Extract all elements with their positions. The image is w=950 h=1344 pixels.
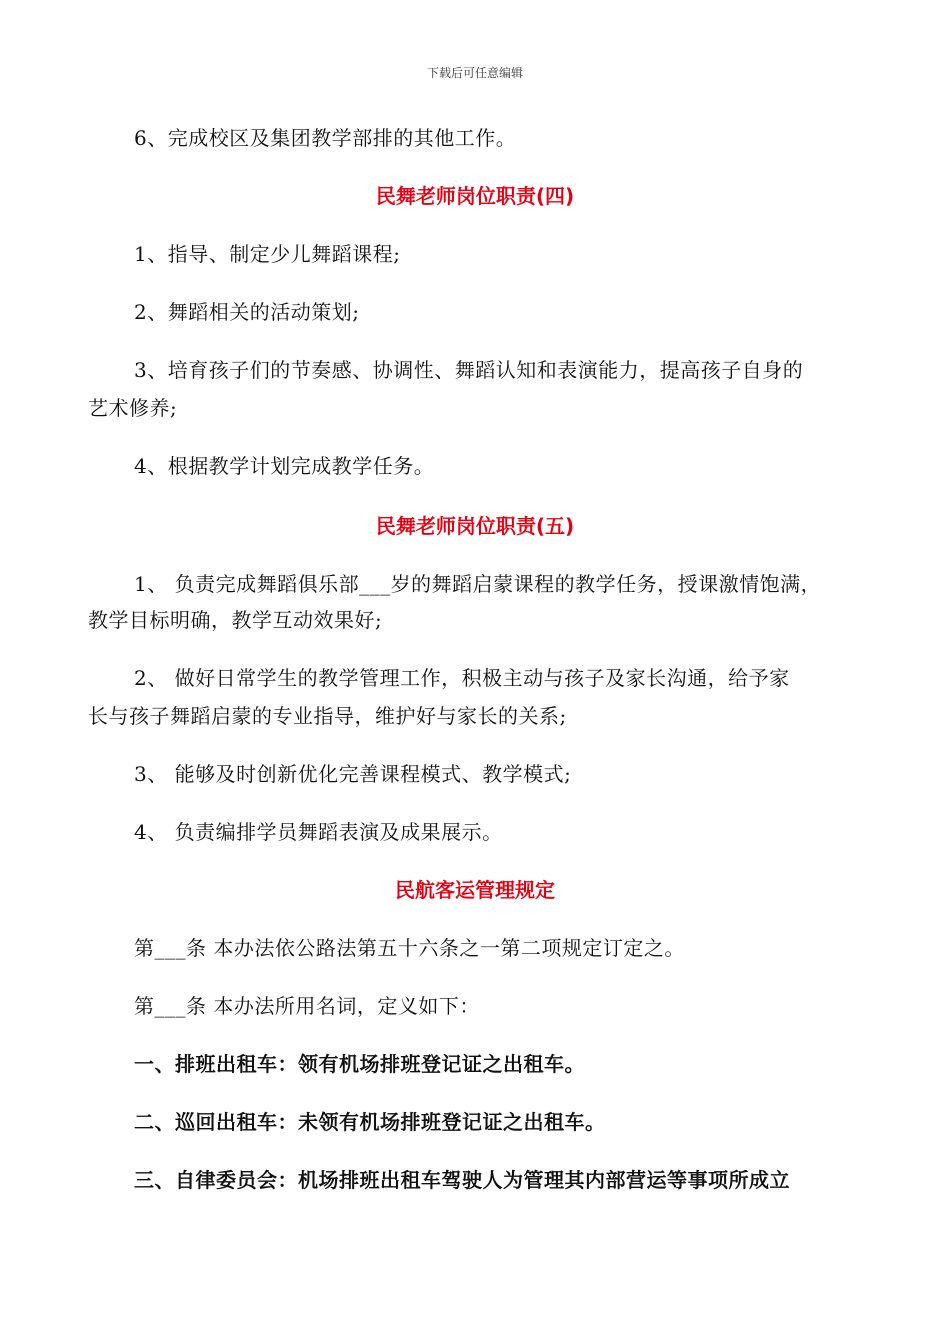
paragraph-item-1: 1、指导、制定少儿舞蹈课程; — [134, 242, 401, 266]
paragraph-item-3-line1: 3、培育孩子们的节奏感、协调性、舞蹈认知和表演能力，提高孩子自身的 — [134, 358, 804, 382]
paragraph-duty-2-line2: 长与孩子舞蹈启蒙的专业指导，维护好与家长的关系; — [88, 704, 567, 728]
page-header-note: 下载后可任意编辑 — [426, 66, 523, 80]
definition-2: 二、巡回出租车：未领有机场排班登记证之出租车。 — [134, 1110, 606, 1134]
section-heading-4: 民舞老师岗位职责(四) — [375, 184, 575, 208]
paragraph-item-3-line2: 艺术修养; — [88, 396, 178, 420]
article-1: 第___条 本办法依公路法第五十六条之一第二项规定订定之。 — [134, 936, 685, 960]
paragraph-item-6: 6、完成校区及集团教学部排的其他工作。 — [134, 126, 517, 150]
paragraph-item-4: 4、根据教学计划完成教学任务。 — [134, 454, 435, 478]
paragraph-duty-1-line2: 教学目标明确，教学互动效果好; — [88, 608, 383, 632]
definition-3: 三、自律委员会：机场排班出租车驾驶人为管理其内部营运等事项所成立 — [134, 1168, 790, 1192]
paragraph-duty-4: 4、 负责编排学员舞蹈表演及成果展示。 — [134, 820, 503, 844]
article-2: 第___条 本办法所用名词，定义如下： — [134, 994, 480, 1018]
paragraph-duty-1-line1: 1、 负责完成舞蹈俱乐部___岁的舞蹈启蒙课程的教学任务，授课激情饱满， — [134, 572, 822, 596]
section-heading-5: 民舞老师岗位职责(五) — [375, 514, 575, 538]
paragraph-duty-2-line1: 2、 做好日常学生的教学管理工作，积极主动与孩子及家长沟通，给予家 — [134, 666, 790, 690]
section-heading-regulation: 民航客运管理规定 — [395, 878, 555, 902]
definition-1: 一、排班出租车：领有机场排班登记证之出租车。 — [134, 1052, 585, 1076]
paragraph-duty-3: 3、 能够及时创新优化完善课程模式、教学模式; — [134, 762, 572, 786]
paragraph-item-2: 2、舞蹈相关的活动策划; — [134, 300, 360, 324]
